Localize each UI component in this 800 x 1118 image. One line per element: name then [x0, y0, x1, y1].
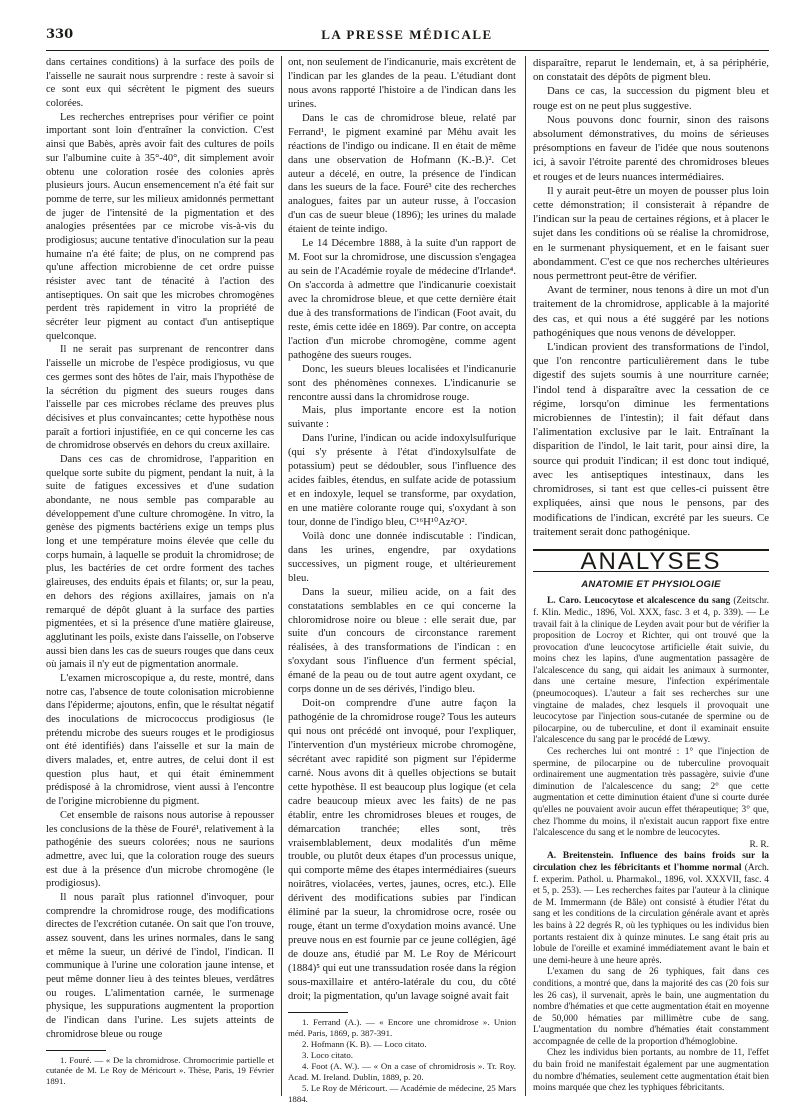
abstract-paragraph: L'examen du sang de 26 typhiques, fait dans ces conditions, a montré que, dans la majorité des cas (20 fois sur les 26 cas), il survenait, après le bain, une augmentation du nombre d'hématies et que cette augmentation était en moyenne de 50,000 hématies par millimètre cube de sang. L'augmentation du nombre d'hématies était constamment accompagnée de celle de la proportion d'hémoglobine.: [533, 967, 769, 1047]
paragraph: Il y aurait peut-être un moyen de pousser plus loin cette démonstration; il consisterait à répandre de l'indican sur la peau de certaines régions, et à placer le sujet dans les conditions où se réalise la chromidrose, en le surmenant physiquement, et en le faisant suer abondamment. C'est ce que nos recherches ultérieures nous permettront peut-être de vérifier.: [533, 184, 769, 283]
column-divider: [525, 56, 526, 1096]
footnote: 1. Fouré. — « De la chromidrose. Chromocrimie partielle et cutanée de M. Le Roy de Méricourt ». Thèse, Paris, 19 Février 1891.: [46, 1054, 274, 1087]
paragraph: Dans ces cas de chromidrose, l'apparition en quelque sorte subite du pigment, pendant la nuit, à la suite de fatigues excessives et d'une sudation abondante, ne nous semble pas comparable au développement d'une culture chromogène. In vitro, la genèse des pigments bactériens exige un temps plus long et une température moins élevée que celle du corps humain, à laquelle se produit la chromidrose; de plus, les bactéries de cet ordre forment des taches glaireuses, des enduits épais et filants; or, sur la peau, en dehors des régions axillaires, jamais on n'a remarqué de dépôt gluant à la surface des parties pigmentées, et si la présence d'une matière glaireuse, agglutinant les poils, existe dans l'aisselle, on l'observe aussi bien dans les cas de sueurs rouges que dans ceux où jamais il n'y eut de pigmentation anormale.: [46, 453, 274, 671]
paragraph: Dans le cas de chromidrose bleue, relaté par Ferrand¹, le pigment examiné par Méhu avait les réactions de l'indigo ou indicane. Il en était de même dans une observation de Hofmann (K.-B.)². Cet auteur a décelé, en outre, la présence de l'indican dans les sueurs de la face. Fouré³ cite des recherches analogues, faites par un auteur russe, à l'occasion d'un cas de sueur bleue (1896); les urines du malade étaient de teinte indigo.: [288, 112, 516, 236]
footnote-rule: [46, 1050, 106, 1051]
paragraph: disparaître, reparut le lendemain, et, à sa périphérie, on constatait des dépôts de pigment bleu.: [533, 57, 769, 84]
paragraph: Dans la sueur, milieu acide, on a fait des constatations semblables en ce qui concerne la chloromidrose noire ou bleue : elle serait due, par suite d'un concours de circonstance rarement réalisées, à des transformations de l'indican : en s'oxydant sous l'influence d'un ferment spécial, émané de la peau ou de tout autre agent oxydant, ce corps donne un de ses dérivés, l'indigo bleu.: [288, 586, 516, 696]
abstract-paragraph: Ces recherches lui ont montré : 1° que l'injection de spermine, de pilocarpine ou de tuberculine provoquait ordinairement une augmentation très passagère, suivie d'une diminution de l'alcalescence du sang; 2° que cette augmentation et cette diminution étaient d'une si courte durée qu'elles ne pouvaient avoir aucun effet thérapeutique; 3° que, chez l'homme du moins, il n'existait aucun rapport fixe entre l'alcalescence du sang et le nombre de leucocytes.: [533, 747, 769, 839]
paragraph: dans certaines conditions) à la surface des poils de l'aisselle ne saurait nous surprendre : reste à savoir si ce sont eux qui sécrètent le pigment des sueurs colorées.: [46, 57, 274, 110]
paragraph: Il ne serait pas surprenant de rencontrer dans l'aisselle un microbe de l'espèce prodigiosus, vu que ces germes sont des hôtes de l'air, mais l'hypothèse de la sécrétion du pigment des sueurs rouges dans l'aisselle par ces microbes réclame des preuves plus décisives et plus convaincantes; cette hypothèse nous paraît a fortiori injustifiée, en ce qui concerne les cas de chromidrose observés en dehors du creux axillaire.: [46, 344, 274, 452]
paragraph: Donc, les sueurs bleues localisées et l'indicanurie sont des phénomènes connexes. L'indicanurie se rencontre aussi dans la chromidrose rouge.: [288, 363, 516, 403]
analyses-title: ANALYSES: [580, 547, 722, 575]
footnote: 4. Foot (A. W.). — « On a case of chromidrosis ». Tr. Roy. Acad. M. Ireland. Dublin, 1889, p. 20.: [288, 1060, 516, 1082]
column-3: [533, 56, 769, 1095]
paragraph: Avant de terminer, nous tenons à dire un mot d'un traitement de la chromidrose, applicable à la majorité des cas, et qui nous a été suggéré par les notions pathogéniques que nous venons de développer.: [533, 284, 769, 339]
abstract-body: (Zeitschr. f. Klin. Medic., 1896, Vol. XXX, fasc. 3 et 4, p. 339). — Le travail fait à la clinique de Leyden avait pour but de vérifier la proposition de Locroy et Richter, qui ont trouvé que la provocation d'une leucocytose artificielle était suivie, du moins chez les lapins, d'une augmentation passagère de l'alcalescence du sang, qui aidait les animaux à surmonter, dans une certaine mesure, l'infection expérimentale (pneumocoques). L'auteur a fait ses recherches sur une vingtaine de malades, chez lesquels il provoquait une leucocytose par l'injection sous-cutanée de spermine ou de pilocarpine, ou de tuberculine, et dont il examinait ensuite l'alcalescence du sang par le procédé de Lœwy.: [533, 596, 769, 746]
paragraph: Doit-on comprendre d'une autre façon la pathogénie de la chromidrose rouge? Tous les auteurs qui nous ont précédé ont invoqué, pour l'expliquer, l'intervention d'un mystérieux microbe chromogène, sécrétant avec rapidité son pigment sur l'épiderme carné. Nous avons dit à quelles objections se butait cette hypothèse. Il est beaucoup plus logique (et cela cadre beaucoup mieux avec les faits) de ne pas établir, entre les chromidroses bleues et rouges, de démarcation tranchée; elles sont, très vraisemblablement, deux modalités d'un même trouble, ou plutôt deux étapes d'un processus unique, qui comporte même des étapes intermédiaires (sueurs noirâtres, violacées, vertes, jaunes, ocres, etc.). Elle dérivent des modifications subies par l'indican éliminé par la sueur, la chromidrose ocre, rosée ou rouge, étant un terme d'oxydation moins avancé. Une preuve nous en est fournie par ce jeune collégien, âgé de douze ans, étudié par M. Le Roy de Méricourt (1884)⁵ qui eut une transsudation rosée dans la région sous-maxillaire et antéro-latérale du cou, du côté droit; la pigmentation, qu'un lavage soigné avait fait: [288, 698, 516, 1002]
paragraph: Il nous paraît plus rationnel d'invoquer, pour comprendre la chromidrose rouge, des modifications directes de l'excrétion cutanée. On sait que l'on trouve, assez souvent, dans les urines normales, dans le sang et même la sueur, un dérivé de l'indol, l'indican. Il communique à l'urine une coloration jaune intense, et peut même donner lieu à des teintes bleues, verdâtres ou rouges. L'alimentation carnée, le surmenage physique, les suppurations augmentent la proportion de l'indican dans l'urine. Les sujets atteints de chromidrose bleue ou rouge: [46, 891, 274, 1040]
column-divider: [281, 56, 282, 1096]
footnote: 3. Loco citato.: [302, 1049, 353, 1060]
abstract: [533, 851, 769, 967]
paragraph: L'examen microscopique a, du reste, montré, dans notre cas, l'absence de toute colonisation microbienne dans l'épiderme; ajoutons, enfin, que le résultat négatif des inoculations de micrococcus prodigiosus (le prétendu microbe des sueurs rouges et le prodigiosus ont été identifiés) dans l'aisselle et sur la main de divers malades, et, entre autres, de celui dont il est question plus haut, et qui était éminemment prédisposé à la chromidrose, vient aussi à l'encontre de l'origine microbienne du pigment.: [46, 672, 274, 808]
section-heading: ANATOMIE ET PHYSIOLOGIE: [581, 579, 721, 591]
paragraph: Mais, plus importante encore est la notion suivante :: [288, 405, 516, 431]
paragraph: Voilà donc une donnée indiscutable : l'indican, dans les urines, engendre, par oxydations successives, un pigment rouge, et ultérieurement bleu.: [288, 530, 516, 584]
abstract-heading: A. Breitenstein. Influence des bains froids sur la circulation chez les fébricitants et l'homme normal: [533, 851, 769, 873]
paragraph: Cet ensemble de raisons nous autorise à repousser les conclusions de la thèse de Fouré¹, relativement à la pathogénie des sueurs colorées; nous ne saurions admettre, avec lui, que la coloration rouge des sueurs est due à la présence d'un microbe chromogène (le prodigiosus).: [46, 809, 274, 890]
paragraph: Dans ce cas, la succession du pigment bleu et rouge est on ne peut plus suggestive.: [533, 85, 769, 112]
analyses-banner: [533, 547, 769, 575]
abstract-heading: L. Caro. Leucocytose et alcalescence du sang: [547, 596, 731, 607]
abstract-signature: R. R.: [749, 839, 769, 850]
paragraph: Le 14 Décembre 1888, à la suite d'un rapport de M. Foot sur la chromidrose, une discussion s'engagea au sein de l'Académie royale de médecine d'Irlande⁴. On s'accorda à admettre que l'indicanurie coexistait avec la chromidrose bleue, et que cette dernière était due à des transformations de l'indican (Foot avait, du reste, émis cette idée en 1869). Par contre, on accepta l'action d'un microbe chromogène, comme agent pathogène des sueurs rouges.: [288, 238, 516, 361]
paragraph: Les recherches entreprises pour vérifier ce point important sont loin d'entraîner la conviction. C'est ainsi que Babès, après avoir fait des cultures de poils sur l'albumine cuite à 35°-40°, dit simplement avoir obtenu une coloration rosée des colonies après plusieurs jours. Aucun ensemencement n'a été fait sur pomme de terre, sur les milieux amidonnés permettant de juger de l'intensité de la pigmentation et des analogies présentées par ce microbe vis-à-vis du prodigiosus; aucune tentative d'inoculation sur la peau humaine n'a été faite; de plus, on ne comprend pas qu'une affection microbienne de cet ordre puisse résister avec tant de ténacité à l'action des antiseptiques. On sait que les microbes chromogènes perdent très rapidement in vitro la propriété de sécréter leur pigment au contact d'un antiseptique quelconque.: [46, 111, 274, 342]
journal-title: LA PRESSE MÉDICALE: [321, 27, 493, 42]
abstract-paragraph: Chez les individus bien portants, au nombre de 11, l'effet du bain froid ne manifestait également par une augmentation du nombre d'hématies, seulement cette augmentation était bien moins marquée que chez les typhiques fébricitants.: [533, 1048, 769, 1094]
column-1: [46, 56, 274, 1087]
header-rule: [46, 50, 769, 51]
page-number: 330: [46, 27, 74, 42]
abstract: [533, 596, 769, 747]
paragraph: ont, non seulement de l'indicanurie, mais excrètent de l'indican par les glandes de la peau. L'étudiant dont nous avons rapporté l'histoire a de l'indican dans les urines.: [288, 57, 516, 110]
column-2: [288, 56, 516, 1105]
paragraph: L'indican provient des transformations de l'indol, que l'on rencontre particulièrement dans le tube digestif des sujets soumis à une nourriture carnée; l'indol tend à disparaître avec la cessation de ce régime, lorsqu'on diminue les fermentations microbiennes de l'intestin); il fait défaut dans l'alimentation exclusive par le lait. Entraînant la disparition de l'indol, le lait tarit, pour ainsi dire, la source qui produit l'indican; il est donc tout indiqué, avec les antiseptiques intestinaux, dans les chromidroses, si tant est que celles-ci puissent être expliquées, ainsi que nous le pensons, par des modifications de l'indican, excrété par les sueurs. Ce traitement serait donc pathogénique.: [533, 341, 769, 538]
page-header: [46, 27, 768, 47]
footnote-rule: [288, 1012, 348, 1013]
paragraph: Dans l'urine, l'indican ou acide indoxylsulfurique (qui s'y présente à l'état d'indoxylsulfate de potassium) peut se dédoubler, sous l'influence des acides faibles, étendus, en sulfate acide de potassium et en indoxyle, lequel se transforme, par oxydation, en une matière colorante rouge qui, s'oxydant à son tour, donne de l'indigo bleu, C¹⁶H¹⁰Az²O².: [288, 433, 516, 528]
footnote: 2. Hofmann (K. B). — Loco citato.: [302, 1038, 427, 1049]
paragraph: Nous pouvons donc fournir, sinon des raisons absolument démonstratives, du moins de sérieuses présomptions en faveur de l'idée que nous soutenons ici, à savoir l'étroite parenté des chromidroses bleues et rouges et de leurs nuances intermédiaires.: [533, 113, 769, 183]
abstract-body: (Arch. f. experim. Pathol. u. Pharmakol., 1896, vol. XXXVII, fasc. 4 et 5, p. 253). — Les recherches faites par l'auteur à la clinique de M. Immermann (de Bâle) ont consisté à étudier l'état du sang et les conditions de la circulation générale avant et après les bains à 22 degrés R, où les typhiques ou les individus bien portants restaient dix à quinze minutes. Le sang était pris au lobule de l'oreille et examiné immédiatement avant le bain et une demi-heure à une heure après.: [533, 862, 770, 966]
footnote: 1. Ferrand (A.). — « Encore une chromidrose ». Union méd. Paris, 1869, p. 387-391.: [288, 1016, 516, 1038]
footnote: 5. Le Roy de Méricourt. — Académie de médecine, 25 Mars 1884.: [288, 1082, 517, 1104]
